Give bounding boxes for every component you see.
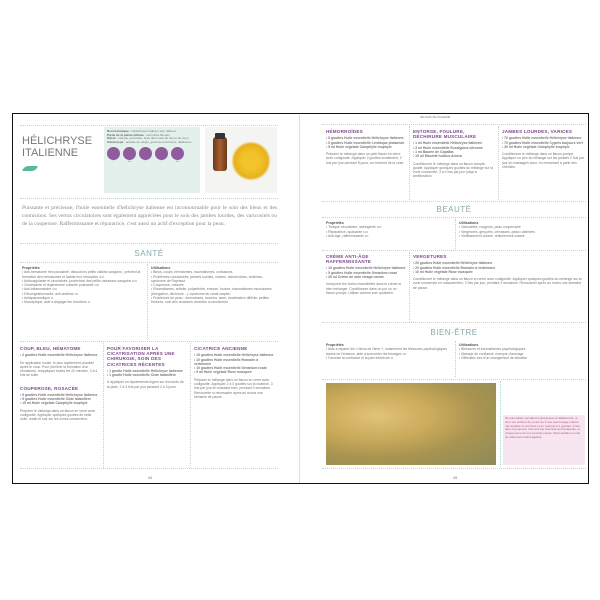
bruise-rating: •	[112, 159, 115, 164]
recipe-ingredients	[107, 369, 187, 378]
ingredient: • 1 ml Baume de Copaïba	[413, 150, 454, 154]
ingredient: • 15 ml Huile végétale Calophylle inophyle	[20, 401, 88, 406]
info-value: : Helichrysum italicum ssp. italicum	[128, 129, 177, 133]
recipe-ingredients	[326, 136, 406, 149]
info-value: : acétate de néryle, gamma-curcumène, italidiones	[123, 139, 192, 144]
ingredient: • 5 ml Huile végétale Calophylle inophyle	[326, 144, 392, 149]
recipe	[413, 254, 583, 290]
running-header: HÉLICHRYSE ITALIENNE	[419, 116, 451, 119]
ingredient: • 10 gouttes Huile essentielle Romarin à verbénone	[194, 357, 259, 366]
recipe-instructions: Préparer le mélange dans un petit flacon en verre avec codigoutte. Appliquer 2 gouttes localement, 2 fois par jour pendant 8 jours, au moment de la crise.	[326, 152, 405, 165]
flower-image	[231, 141, 271, 181]
ingredient: • 5 gouttes Huile essentielle Hélichryse italienne	[326, 136, 404, 141]
recipe-title: CRÈME ANTI-ÂGE RAFFERMISSANTE	[326, 254, 372, 265]
recipe-ingredients	[20, 393, 100, 406]
list-item: • Favorise la confiance et la paix intérieure ••	[326, 355, 394, 360]
recipe	[413, 129, 495, 179]
recipe-ingredients	[326, 266, 406, 279]
list-item: • Manque de confiance, manque d'ancrage	[459, 351, 524, 356]
props-title: Propriétés	[22, 266, 40, 270]
list-item: • Anticoagulante et circulatoire, protectrice des petits vaisseaux sanguins ••••	[22, 278, 137, 283]
list-item: • Anti-âge, raffermissante •••	[326, 233, 369, 238]
ingredient: • 1 goutte Huile essentielle Hélichryse italienne	[107, 368, 183, 373]
recipe	[326, 254, 406, 295]
intro-paragraph: Puissante et précieuse, l'huile essentielle d'hélichryse italienne est incontournable pour le soin des bleus et des contusions. Ses vertus circulatoires sont également appréciées pour le soin des jambes lourdes, des varicosités ou de la couperose. Raffermissante et réparatrice, c'est aussi un actif d'exception pour la peau.	[22, 205, 277, 228]
list-item: • Aide à réparer les « bleus de l'âme », notamment les blessures psychologiques issues de l'enfance, aide à surmonter les blocages •••	[326, 347, 447, 356]
info-value: : sommités fleuries	[143, 132, 170, 137]
bath-rating: •	[160, 159, 163, 164]
page-number: 45	[452, 475, 458, 480]
ingredient: • 5 gouttes Huile essentielle Hélichryse italienne	[20, 392, 98, 397]
recipe-column	[413, 129, 495, 179]
list-item: • Problèmes circulatoires, jambes lourdes, varices, hémorroïdes, œdèmes, syndrome de Raynaud	[151, 274, 263, 283]
list-item: • Anti-inflammatoire ••••	[22, 287, 57, 292]
recipe	[107, 346, 187, 389]
skin-usage	[123, 147, 136, 163]
list-item: • Anti-hématome très puissante, dissout les petits caillots sanguins ; prévient la formation des hématomes et facilite leur résorption ••••	[22, 270, 141, 279]
recipe	[502, 129, 586, 169]
sante-uses	[151, 266, 276, 305]
recipe-title: COUP, BLEU, HÉMATOME	[20, 346, 81, 351]
list-item: • Vergetures, gerçures, crevasses, peaux abîmées	[459, 229, 535, 234]
uses-title: Utilisations	[459, 343, 479, 347]
skin-rating: •••	[127, 159, 132, 164]
section-sante: SANTÉ	[134, 249, 164, 258]
list-item: • Blessures et traumatismes psychologiques	[459, 347, 526, 352]
ingredient: • 9 ml Huile végétale Rose musquée	[194, 370, 252, 375]
recipe-ingredients	[502, 136, 586, 149]
recipe-ingredients	[413, 141, 495, 158]
diffuser-usage	[171, 147, 184, 163]
ingredient: • 10 ml Huile végétale Rose musquée	[413, 269, 473, 274]
ingredient: • 70 gouttes Huile essentielle Hélichryse italienne	[502, 136, 582, 141]
recipe-column	[20, 346, 100, 422]
recipe-ingredients	[413, 261, 583, 274]
diffuser-rating: •••	[175, 159, 180, 164]
bruise-usage	[107, 147, 120, 163]
bottle-image	[213, 137, 227, 171]
ingredient: • 10 gouttes Huile essentielle Hélichryse italienne	[326, 266, 406, 271]
section-beaute: BEAUTÉ	[436, 205, 472, 214]
list-item: • Difficultés lors d'un changement de situation	[459, 355, 528, 360]
recipe-instructions: Conditionner le mélange dans un flacon compte-goutte. Appliquer quelques gouttes du mélange sur la zone concernée, 3 à 4 fois par jour jusqu'à amélioration.	[413, 161, 494, 179]
product-photo	[205, 127, 277, 193]
info-label: Partie de la plante utilisée	[107, 132, 144, 137]
recipe-column	[413, 254, 583, 290]
ingredient: • 5 gouttes Huile essentielle Lentisque pistachier	[326, 140, 405, 145]
recipe	[20, 386, 100, 422]
list-item: • Problèmes de peau : dermatoses, eczéma, acné, cicatrisation difficile, petites brûlures, soin des cicatrices récentes ou anciennes	[151, 296, 269, 305]
recipe	[194, 346, 276, 399]
bath-usage	[155, 147, 168, 163]
recipe-instructions: Préparer le mélange dans un flacon en verre avec codigoutte. Appliquer 2 à 3 gouttes sur la cicatrice, 3 fois par jour en massant bien, pendant 3 semaines. Renouveler si nécessaire après au moins une semaine de pause.	[194, 377, 273, 399]
sante-properties	[22, 266, 144, 305]
recipe-instructions: En application locale, le plus rapidement possible après le choc. Pour prévenir la formation d'un hématome, réappliquer toutes les 20 minutes, 3 à 4 fois de suite.	[20, 360, 98, 378]
recipe-instructions: Conditionner le mélange dans un flacon-pompe. Appliquer un peu du mélange sur les jambes 2 fois par jour en massages doux, en remontant à partir des chevilles.	[502, 152, 584, 169]
recipe-title: JAMBES LOURDES, VARICES	[502, 129, 573, 134]
recipe	[326, 129, 406, 165]
page-number: 44	[147, 475, 153, 480]
info-value: : intense, enivrante, avec des notes de foin et de curry	[115, 136, 189, 141]
ingredient: • 3 ml Huile essentielle Eucalyptus citronné	[413, 145, 483, 150]
list-item: • Varicosités, rougeurs, peau couperosée	[459, 225, 521, 230]
bienetre-uses	[459, 343, 587, 360]
info-box	[104, 127, 200, 193]
ingredient: • 5 gouttes Huile essentielle Geranium rosat	[326, 270, 397, 275]
beaute-uses	[459, 221, 587, 238]
recipe-instructions: Incorporer les huiles essentielles dans la crème et bien mélanger. Conditionner dans un pot ou un flacon-pompe. Utiliser comme soin quotidien.	[326, 282, 402, 295]
ingredient: • 10 gouttes Huile essentielle Geranium rosat	[194, 366, 267, 371]
info-row	[107, 141, 197, 145]
props-title: Propriétés	[326, 343, 344, 347]
recipe	[20, 346, 100, 378]
recipe-title: HÉMORROÏDES	[326, 129, 363, 134]
recipe-column	[107, 346, 187, 389]
recipe-column	[194, 346, 276, 399]
info-label: Chémotype	[107, 139, 124, 144]
ingredient: • 1 goutte Huile essentielle Ciste ladanifère	[107, 373, 177, 378]
recipe-ingredients	[20, 353, 100, 357]
recipe-instructions: À appliquer en tapotements légers sur les bords de la plaie, 2 à 3 fois par jour pendant 2 à 3 jours.	[107, 380, 184, 389]
list-item: • Vieillissement cutané, relâchement cutané	[459, 233, 525, 238]
recipe-title: COUPEROSE, ROSACÉE	[20, 385, 79, 391]
body-usage	[139, 147, 152, 163]
recipe-title: POUR FAVORISER LA CICATRISATION APRÈS UNE CHIRURGIE, SOIN DES CICATRICES RÉCENTES	[107, 346, 175, 367]
title-line: ITALIENNE	[22, 147, 79, 159]
beaute-properties	[326, 221, 456, 238]
recipe-column	[502, 129, 586, 169]
ingredient: • 70 gouttes Huile essentielle Cyprès toujours vert	[502, 140, 583, 145]
recipe-instructions: Préparer le mélange dans un flacon en verre avec codigoutte. Appliquer quelques gouttes de cette huile, matin et soir sur les zones concernées.	[20, 408, 96, 422]
info-label: Nom botanique	[107, 129, 129, 133]
title-line: HÉLICHRYSE	[22, 135, 93, 147]
list-item: • Cicatrisante et régénérante cutanée puissante ••••	[22, 283, 100, 288]
ingredient: • 1 ml Huile essentielle Hélichryse italienne	[413, 141, 483, 146]
ingredient: • 20 gouttes Huile essentielle Romarin à verbénone	[413, 265, 496, 270]
recipe-title: ENTORSE, FOULURE, DÉCHIRURE MUSCULAIRE	[413, 129, 477, 140]
list-item: • Antispasmodique ••	[22, 296, 54, 301]
flower-photo	[326, 383, 496, 465]
recipe-title: CICATRICE ANCIENNE	[194, 346, 248, 351]
props-title: Propriétés	[326, 221, 344, 225]
recipe-column	[326, 254, 406, 295]
warning-box: Ne pas utiliser pendant la grossesse et l'allaitement, ni chez les enfants de moins de 6 ans (sauf usage cutané très localisé et ponctuel et au maximum 2 gouttes, 3 fois dans la journée). Voie interne réservée au thérapeute, et uniquement sur une période courte. Déconseillée en cas de traitement anticoagulant.	[503, 415, 585, 465]
uses-title: Utilisations	[151, 266, 171, 270]
ingredient: • 15 ml Macérât huileux Arnica	[413, 154, 462, 159]
list-item: • Rhumatismes, arthrite, polyarthrite, entorse, foulure, traumatismes musculaires (élongation, déchirure...), syndrome du canal carpien	[151, 287, 272, 296]
list-item: • Décongestionnante, anti-œdème •••	[22, 291, 79, 296]
body-rating: •	[144, 159, 147, 164]
recipe-ingredients	[194, 353, 276, 374]
ingredient: • 30 ml Huile végétale Calophylle inophyle	[502, 144, 570, 149]
bienetre-properties	[326, 343, 454, 360]
list-item: • Bleus, coups, hématomes, traumatismes, contusions	[151, 270, 233, 275]
list-item: • Mucolytique, aide à dégager les bronches ••	[22, 300, 91, 305]
ingredient: • 15 gouttes Huile essentielle Hélichryse italienne	[194, 353, 274, 358]
recipe-instructions: Conditionner le mélange dans un flacon en verre avec codigoutte. Appliquer quelques gouttes du mélange sur la zone concernée en massant bien, 2 fois par jour, pendant 3 semaines. Renouveler après au moins une semaine de pause.	[413, 277, 582, 290]
recipe-column	[326, 129, 406, 165]
info-label: Odeur	[107, 136, 116, 141]
list-item: • Couperose, rosacée	[151, 283, 184, 288]
list-item: • Tonique circulatoire, astringente ••••	[326, 225, 382, 230]
recipe-title: VERGETURES	[413, 254, 447, 259]
ingredient: • 2 gouttes Huile essentielle Hélichryse italienne	[20, 353, 98, 358]
ingredient: • 5 gouttes Huile essentielle Ciste ladanifère	[20, 397, 91, 402]
section-bien-etre: BIEN-ÊTRE	[430, 328, 478, 337]
spine	[299, 115, 300, 483]
uses-title: Utilisations	[459, 221, 479, 225]
ingredient: • 20 gouttes Huile essentielle Hélichryse italienne	[413, 261, 493, 266]
plant-title	[22, 135, 92, 159]
ingredient: • 30 ml Crème de soin visage neutre	[326, 275, 384, 279]
list-item: • Réparatrice, apaisante ••••	[326, 229, 368, 234]
